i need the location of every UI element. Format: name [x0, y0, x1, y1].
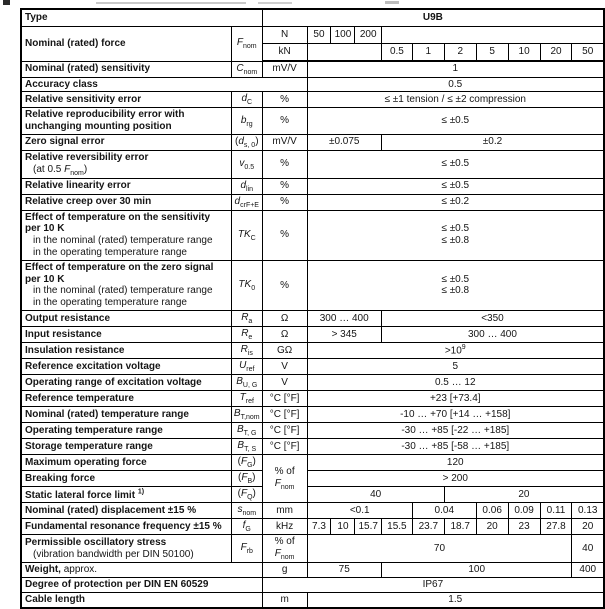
force-value-kn: 50: [572, 44, 604, 62]
row-label-text: Reference excitation voltage: [25, 360, 161, 372]
row-label: [21, 311, 231, 327]
row-label-text: Input resistance: [25, 328, 102, 340]
row-label: [21, 61, 231, 77]
row-label-text: Breaking force: [25, 472, 96, 484]
row-value: 0.11: [540, 503, 572, 519]
row-value: <0.1: [307, 503, 412, 519]
row-symbol: $TK_0$: [231, 260, 262, 310]
row-symbol: $C_{nom}$: [231, 61, 262, 77]
row-label: [21, 455, 231, 471]
row-value: IP67: [262, 577, 604, 592]
row-value: ±0.2: [381, 134, 604, 150]
row-unit: V: [262, 359, 307, 375]
spec-row: [21, 311, 604, 327]
spec-row: [21, 108, 604, 135]
row-value: 40: [307, 487, 444, 503]
row-value: ≤ ±1 tension / ≤ ±2 compression: [307, 92, 604, 108]
row-symbol: $TK_C$: [231, 210, 262, 260]
spec-row: [21, 407, 604, 423]
row-value: 10: [331, 519, 355, 535]
row-label-text: Nominal (rated) displacement ±15 %: [25, 504, 197, 516]
row-unit: °C [°F]: [262, 391, 307, 407]
row-value: 0.13: [572, 503, 604, 519]
row-unit: V: [262, 375, 307, 391]
row-value: 27.8: [540, 519, 572, 535]
row-symbol: $B_{T,nom}$: [231, 407, 262, 423]
row-label-text: Insulation resistance: [25, 344, 125, 356]
row-value: 15.7: [355, 519, 381, 535]
spec-row: [21, 577, 604, 592]
row-value: ±0.075: [307, 134, 381, 150]
spec-row: [21, 61, 604, 77]
spec-row: [21, 77, 604, 92]
force-value-kn: 20: [540, 44, 572, 62]
row-unit: mV/V: [262, 61, 307, 77]
force-symbol: $F_{nom}$: [231, 27, 262, 62]
row-label-text: Relative linearity error: [25, 180, 131, 192]
spec-row: [21, 150, 604, 178]
row-label: [21, 563, 262, 578]
row-value: 20: [444, 487, 604, 503]
row-label: [21, 407, 231, 423]
force-value-kn: 0.5: [381, 44, 412, 62]
row-value: -30 … +85 [-22 … +185]: [307, 423, 604, 439]
row-symbol: $B_{U, G}$: [231, 375, 262, 391]
row-label: [21, 439, 231, 455]
spec-row: [21, 327, 604, 343]
row-symbol: $(F_Q)$: [231, 487, 262, 503]
row-unit: %: [262, 194, 307, 210]
force-value-kn: 2: [444, 44, 476, 62]
row-label-text: Relative reproducibility error with unchanging mounting position: [25, 109, 185, 133]
row-label-text: Static lateral force limit $^{1)}$: [25, 488, 145, 501]
spec-row: [21, 359, 604, 375]
row-label: [21, 519, 231, 535]
row-label: [21, 134, 231, 150]
cropped-text-fragment: [0, 0, 605, 6]
row-unit: %: [262, 260, 307, 310]
row-label: [21, 194, 231, 210]
row-label-subline: in the nominal (rated) temperature range: [33, 285, 213, 297]
row-symbol: $d_C$: [231, 92, 262, 108]
row-symbol: $b_{rg}$: [231, 108, 262, 135]
spec-row: [21, 92, 604, 108]
row-unit: %: [262, 210, 307, 260]
spec-row: [21, 535, 604, 563]
force-row-newtons: [21, 27, 604, 44]
type-row: [21, 9, 604, 27]
row-symbol: $f_G$: [231, 519, 262, 535]
row-label-text: Degree of protection per DIN EN 60529: [25, 578, 209, 590]
row-unit: m: [262, 592, 307, 607]
spec-row: [21, 343, 604, 359]
row-value: 40: [572, 535, 604, 563]
row-value: 0.5 … 12: [307, 375, 604, 391]
row-value: ≤ ±0.5: [307, 178, 604, 194]
row-value: ≤ ±0.2: [307, 194, 604, 210]
row-value: 400: [572, 563, 604, 578]
row-value: 70: [307, 535, 572, 563]
row-symbol: $R_{is}$: [231, 343, 262, 359]
row-label-text: Operating temperature range: [25, 424, 163, 436]
row-unit: °C [°F]: [262, 439, 307, 455]
force-value-kn: 1: [412, 44, 444, 62]
row-symbol: $R_e$: [231, 327, 262, 343]
row-value: <350: [381, 311, 604, 327]
text-fragment-mark: [3, 0, 10, 5]
row-unit: °C [°F]: [262, 423, 307, 439]
specifications-table: [20, 8, 605, 609]
force-value-kn: 10: [508, 44, 540, 62]
spec-row: [21, 471, 604, 487]
row-value: 0.5: [307, 77, 604, 92]
row-value: ≤ ±0.5: [307, 108, 604, 135]
row-value: 15.5: [381, 519, 412, 535]
row-unit: kHz: [262, 519, 307, 535]
row-value: 1: [307, 61, 604, 77]
row-symbol: $F_{rb}$: [231, 535, 262, 563]
row-value: 0.06: [476, 503, 508, 519]
row-unit: %: [262, 92, 307, 108]
row-label: [21, 503, 231, 519]
spec-row: [21, 519, 604, 535]
row-symbol: $T_{ref}$: [231, 391, 262, 407]
text-fragment-mark: [258, 2, 292, 4]
row-unit: % of $F_{nom}$: [262, 455, 307, 503]
row-symbol: $R_a$: [231, 311, 262, 327]
spec-row: [21, 455, 604, 471]
spec-row: [21, 439, 604, 455]
spec-row: [21, 260, 604, 310]
row-label: [21, 577, 262, 592]
row-label-text: Reference temperature: [25, 392, 134, 404]
row-label-text: Fundamental resonance frequency ±15 %: [25, 520, 222, 532]
row-unit: Ω: [262, 311, 307, 327]
row-value: 20: [572, 519, 604, 535]
row-unit: GΩ: [262, 343, 307, 359]
force-value-n: 50: [307, 27, 331, 44]
force-label: Nominal (rated) force: [21, 27, 231, 62]
row-label: [21, 210, 231, 260]
row-label-subline: (vibration bandwidth per DIN 50100): [33, 548, 194, 560]
row-unit: mm: [262, 503, 307, 519]
row-unit: % of $F_{nom}$: [262, 535, 307, 563]
row-value: 23.7: [412, 519, 444, 535]
row-symbol: $d_{lin}$: [231, 178, 262, 194]
row-value: 0.09: [508, 503, 540, 519]
row-label: [21, 535, 231, 563]
row-label: [21, 423, 231, 439]
spec-row: [21, 194, 604, 210]
row-symbol: $v_{0.5}$: [231, 150, 262, 178]
type-label: Type: [21, 9, 262, 27]
row-unit: mV/V: [262, 134, 307, 150]
row-label-subline: (at 0.5 $F_{nom}$): [33, 163, 88, 177]
row-label: [21, 359, 231, 375]
type-value: U9B: [262, 9, 604, 27]
row-label: [21, 327, 231, 343]
row-value: +23 [+73.4]: [307, 391, 604, 407]
row-value: 120: [307, 455, 604, 471]
row-label-text: Nominal (rated) sensitivity: [25, 63, 151, 75]
text-fragment-mark: [96, 2, 246, 4]
row-label-text: Effect of temperature on the zero signal per 10 K: [25, 261, 214, 285]
row-label-text: Weight,: [25, 564, 61, 576]
text-fragment-mark: [385, 1, 399, 4]
row-value: 5: [307, 359, 604, 375]
row-value: 0.04: [412, 503, 476, 519]
spec-row: [21, 134, 604, 150]
spec-row: [21, 423, 604, 439]
row-value: 20: [476, 519, 508, 535]
row-symbol: $d_{crF+E}$: [231, 194, 262, 210]
row-label-text: Cable length: [25, 593, 86, 605]
row-label-text: Accuracy class: [25, 78, 98, 90]
spec-row: [21, 592, 604, 607]
spec-row: [21, 391, 604, 407]
spec-row: [21, 178, 604, 194]
row-label-text: Relative sensitivity error: [25, 93, 142, 105]
row-value: > 345: [307, 327, 381, 343]
row-label-subline: in the operating temperature range: [33, 247, 187, 259]
row-label: [21, 471, 231, 487]
row-value: ≤ ±0.5 ≤ ±0.8: [307, 210, 604, 260]
row-label: [21, 487, 231, 503]
spec-row: [21, 210, 604, 260]
row-unit: Ω: [262, 327, 307, 343]
row-label: [21, 260, 231, 310]
spec-row: [21, 375, 604, 391]
force-value-kn: 5: [476, 44, 508, 62]
row-label: [21, 108, 231, 135]
row-value: 7.3: [307, 519, 331, 535]
row-value: ≤ ±0.5: [307, 150, 604, 178]
row-label-text: Nominal (rated) temperature range: [25, 408, 189, 420]
force-empty-cell: [307, 44, 381, 62]
row-label: [21, 77, 307, 92]
row-label-text: Operating range of excitation voltage: [25, 376, 202, 388]
row-label: [21, 592, 262, 607]
row-label-text: Maximum operating force: [25, 456, 147, 468]
row-value: > 200: [307, 471, 604, 487]
row-unit: °C [°F]: [262, 407, 307, 423]
row-label-suffix: approx.: [60, 564, 98, 576]
row-value: 75: [307, 563, 381, 578]
row-label: [21, 375, 231, 391]
row-symbol: $(d_{s, 0})$: [231, 134, 262, 150]
row-label-text: Relative reversibility error: [25, 151, 149, 163]
row-label-text: Zero signal error: [25, 136, 105, 148]
row-unit: %: [262, 150, 307, 178]
row-label-subline: in the operating temperature range: [33, 297, 187, 309]
row-value: 1.5: [307, 592, 604, 607]
row-label: [21, 178, 231, 194]
row-label-subline: in the nominal (rated) temperature range: [33, 235, 213, 247]
row-label-text: Permissible oscillatory stress: [25, 536, 167, 548]
row-value: 300 … 400: [307, 311, 381, 327]
row-symbol: $(F_G)$: [231, 455, 262, 471]
row-unit: %: [262, 178, 307, 194]
row-value: -30 … +85 [-58 … +185]: [307, 439, 604, 455]
force-value-n: 200: [355, 27, 381, 44]
force-unit-kn: kN: [262, 44, 307, 62]
row-label-text: Storage temperature range: [25, 440, 153, 452]
row-symbol: $U_{ref}$: [231, 359, 262, 375]
row-symbol: $s_{nom}$: [231, 503, 262, 519]
force-empty-cell: [381, 27, 604, 44]
row-label-text: Effect of temperature on the sensitivity per 10 K: [25, 211, 211, 235]
row-value: $>10^9$: [307, 343, 604, 359]
spec-row: [21, 563, 604, 578]
spec-row: [21, 503, 604, 519]
row-label-text: Relative creep over 30 min: [25, 196, 152, 208]
row-symbol: $(F_B)$: [231, 471, 262, 487]
force-unit-n: N: [262, 27, 307, 44]
row-label-text: Output resistance: [25, 312, 111, 324]
row-symbol: $B_{T, S}$: [231, 439, 262, 455]
row-value: -10 … +70 [+14 … +158]: [307, 407, 604, 423]
row-unit: g: [262, 563, 307, 578]
force-value-n: 100: [331, 27, 355, 44]
row-symbol: $B_{T, G}$: [231, 423, 262, 439]
row-unit: %: [262, 108, 307, 135]
row-label: [21, 150, 231, 178]
row-value: ≤ ±0.5 ≤ ±0.8: [307, 260, 604, 310]
row-value: 300 … 400: [381, 327, 604, 343]
row-value: 23: [508, 519, 540, 535]
row-label: [21, 92, 231, 108]
row-value: 100: [381, 563, 572, 578]
row-value: 18.7: [444, 519, 476, 535]
spec-row: [21, 487, 604, 503]
row-label: [21, 343, 231, 359]
row-label: [21, 391, 231, 407]
